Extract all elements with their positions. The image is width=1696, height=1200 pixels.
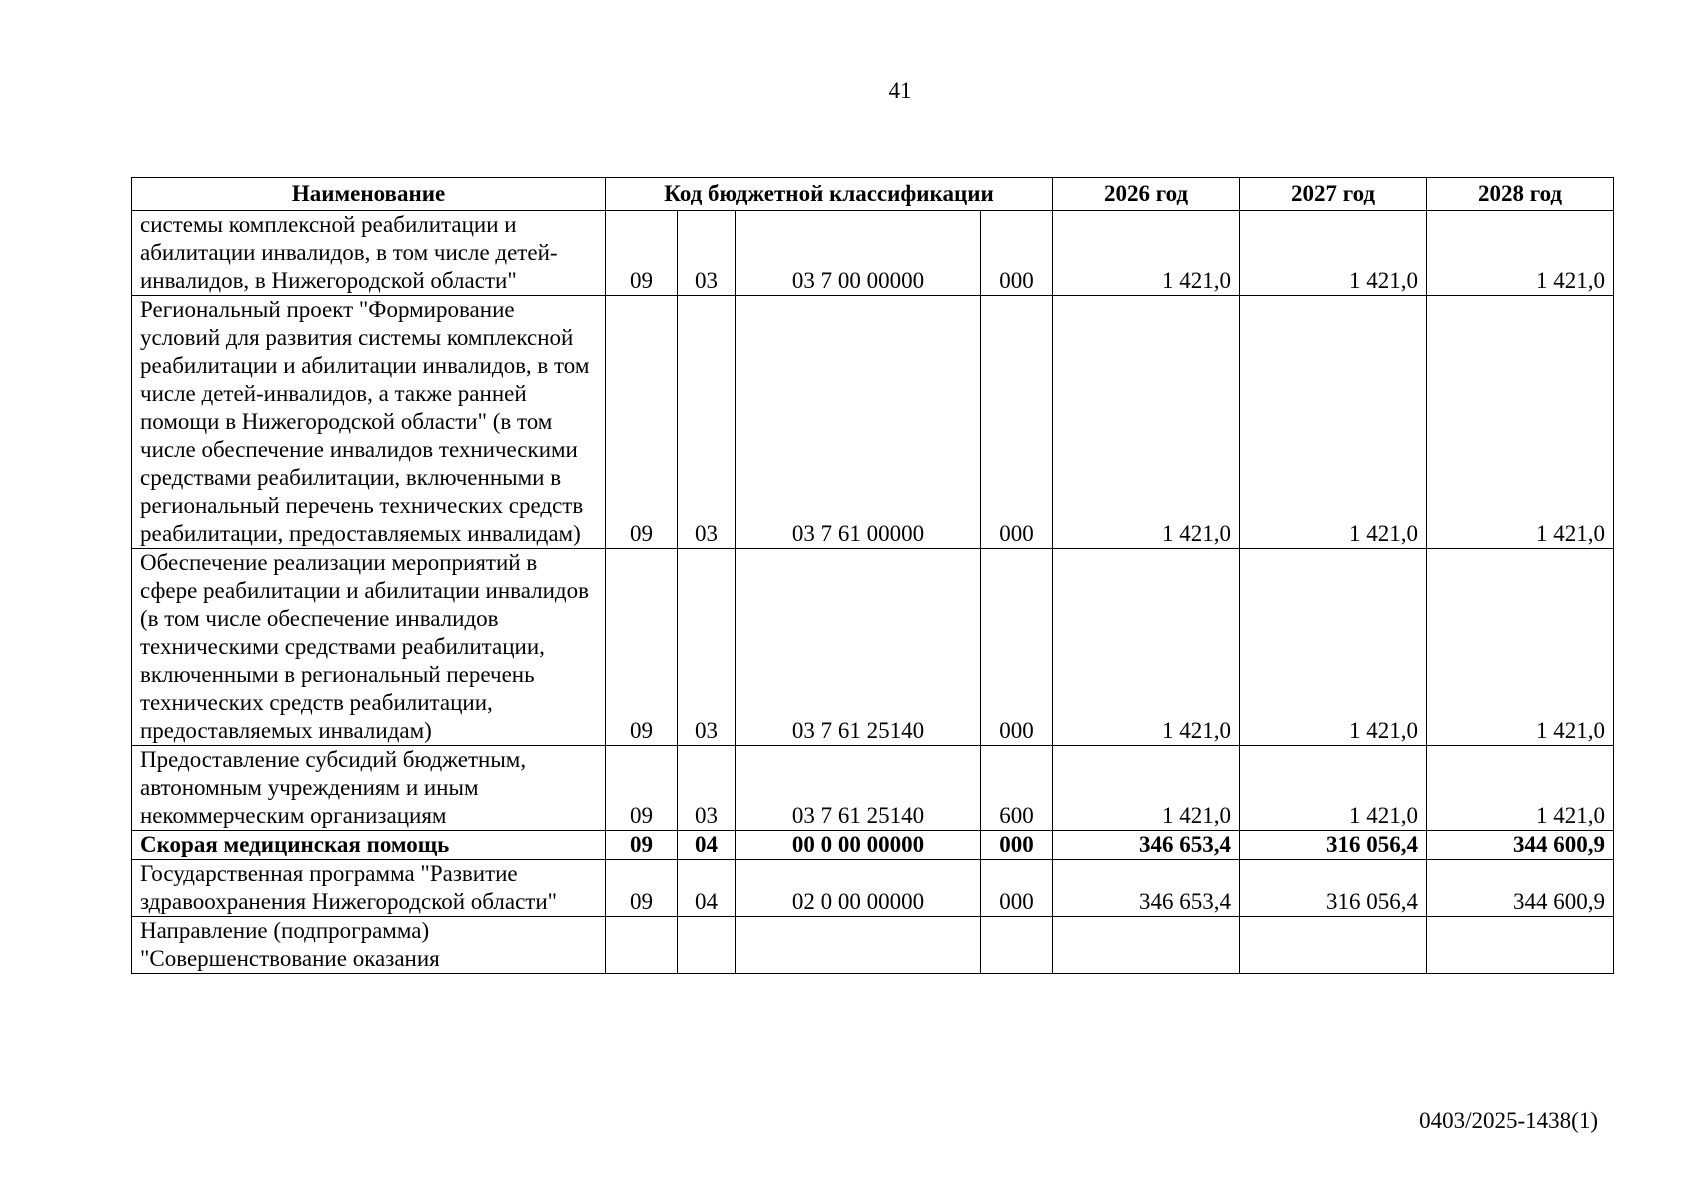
row-amount-2028: 1 421,0 xyxy=(1427,746,1614,831)
table-row-section-total xyxy=(132,831,1614,860)
row-target-article-code: 03 7 61 00000 xyxy=(736,296,981,549)
header-2026: 2026 год xyxy=(1053,178,1240,211)
row-target-article-code: 03 7 00 00000 xyxy=(736,211,981,296)
row-name: Государственная программа "Развитие здравоохранения Нижегородской области" xyxy=(132,860,606,917)
row-amount-2028 xyxy=(1427,917,1614,974)
row-amount-2026: 1 421,0 xyxy=(1053,549,1240,746)
row-amount-2026: 1 421,0 xyxy=(1053,211,1240,296)
row-expense-type-code: 000 xyxy=(981,549,1053,746)
row-amount-2027: 316 056,4 xyxy=(1240,860,1427,917)
row-section-code: 09 xyxy=(606,211,678,296)
row-name: Скорая медицинская помощь xyxy=(132,831,606,860)
row-target-article-code: 00 0 00 00000 xyxy=(736,831,981,860)
row-expense-type-code: 600 xyxy=(981,746,1053,831)
budget-table xyxy=(131,177,1614,974)
row-section-code: 09 xyxy=(606,296,678,549)
row-amount-2028: 344 600,9 xyxy=(1427,831,1614,860)
row-expense-type-code: 000 xyxy=(981,831,1053,860)
row-target-article-code xyxy=(736,917,981,974)
row-amount-2028: 1 421,0 xyxy=(1427,549,1614,746)
row-subsection-code: 03 xyxy=(678,746,736,831)
row-amount-2026: 346 653,4 xyxy=(1053,860,1240,917)
row-name: Направление (подпрограмма) "Совершенствование оказания xyxy=(132,917,606,974)
row-section-code: 09 xyxy=(606,746,678,831)
row-amount-2027: 1 421,0 xyxy=(1240,296,1427,549)
row-section-code: 09 xyxy=(606,549,678,746)
row-target-article-code: 03 7 61 25140 xyxy=(736,746,981,831)
row-section-code xyxy=(606,917,678,974)
row-amount-2026: 1 421,0 xyxy=(1053,746,1240,831)
table-row xyxy=(132,296,1614,549)
row-target-article-code: 03 7 61 25140 xyxy=(736,549,981,746)
row-amount-2028: 344 600,9 xyxy=(1427,860,1614,917)
page-number: 41 xyxy=(888,78,912,103)
row-subsection-code: 03 xyxy=(678,296,736,549)
document-code: 0403/2025-1438(1) xyxy=(1419,1108,1598,1133)
row-amount-2027: 1 421,0 xyxy=(1240,211,1427,296)
row-name: Региональный проект "Формирование условий для развития системы комплексной реабилитации и абилитации инвалидов, в том числе детей-инвалидов, а также ранней помощи в Нижегородской области" (в том числе обеспечение инвалидов техническими средствами реабилитации, включенными в региональный перечень технических средств реабилитации, предоставляемых инвалидам) xyxy=(132,296,606,549)
row-amount-2027: 1 421,0 xyxy=(1240,549,1427,746)
table-row xyxy=(132,211,1614,296)
row-amount-2026 xyxy=(1053,917,1240,974)
row-subsection-code xyxy=(678,917,736,974)
row-expense-type-code: 000 xyxy=(981,211,1053,296)
row-subsection-code: 03 xyxy=(678,211,736,296)
header-name: Наименование xyxy=(132,178,606,211)
row-expense-type-code: 000 xyxy=(981,296,1053,549)
table-row xyxy=(132,860,1614,917)
row-subsection-code: 04 xyxy=(678,831,736,860)
row-section-code: 09 xyxy=(606,860,678,917)
row-amount-2028: 1 421,0 xyxy=(1427,296,1614,549)
row-amount-2027: 1 421,0 xyxy=(1240,746,1427,831)
row-target-article-code: 02 0 00 00000 xyxy=(736,860,981,917)
header-2027: 2027 год xyxy=(1240,178,1427,211)
header-row xyxy=(132,178,1614,211)
row-name: системы комплексной реабилитации и абилитации инвалидов, в том числе детей-инвалидов, в Нижегородской области" xyxy=(132,211,606,296)
row-amount-2026: 1 421,0 xyxy=(1053,296,1240,549)
row-amount-2026: 346 653,4 xyxy=(1053,831,1240,860)
row-expense-type-code xyxy=(981,917,1053,974)
row-amount-2027 xyxy=(1240,917,1427,974)
row-subsection-code: 04 xyxy=(678,860,736,917)
row-expense-type-code: 000 xyxy=(981,860,1053,917)
row-section-code: 09 xyxy=(606,831,678,860)
row-name: Обеспечение реализации мероприятий в сфере реабилитации и абилитации инвалидов (в том числе обеспечение инвалидов техническими средствами реабилитации, включенными в региональный перечень технических средств реабилитации, предоставляемых инвалидам) xyxy=(132,549,606,746)
table-row xyxy=(132,746,1614,831)
table-row xyxy=(132,549,1614,746)
row-name: Предоставление субсидий бюджетным, автономным учреждениям и иным некоммерческим организациям xyxy=(132,746,606,831)
row-amount-2027: 316 056,4 xyxy=(1240,831,1427,860)
row-amount-2028: 1 421,0 xyxy=(1427,211,1614,296)
header-2028: 2028 год xyxy=(1427,178,1614,211)
header-code: Код бюджетной классификации xyxy=(606,178,1053,211)
row-subsection-code: 03 xyxy=(678,549,736,746)
table-row xyxy=(132,917,1614,974)
